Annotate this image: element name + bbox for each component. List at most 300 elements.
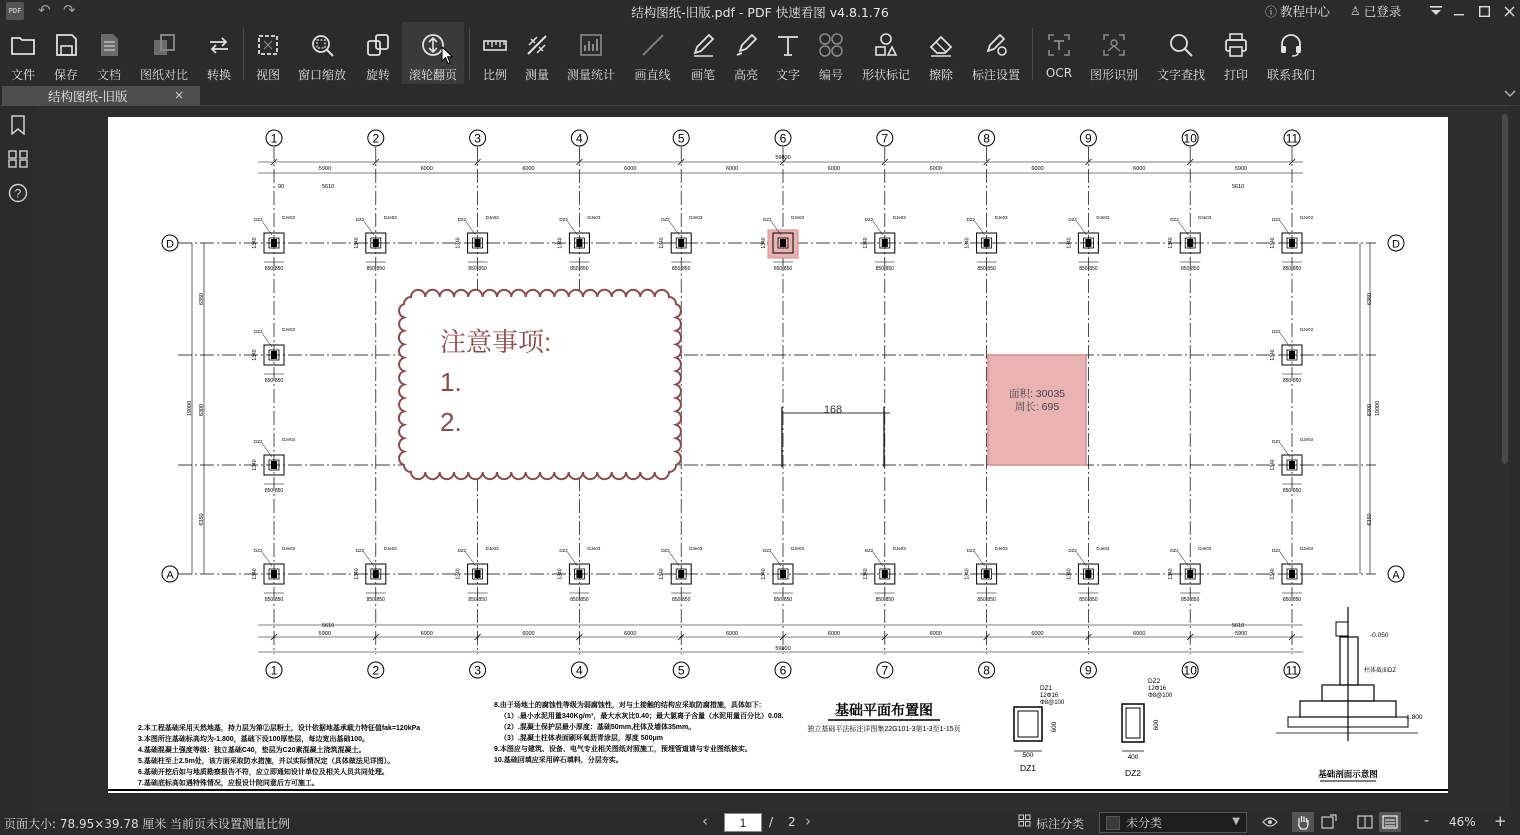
dimension-value: 850 (1282, 266, 1292, 272)
close-icon[interactable] (1496, 0, 1520, 22)
dimension-value: 6000 (725, 166, 739, 172)
tool-convert[interactable] (200, 22, 238, 84)
dimension-value: 850 (875, 266, 884, 272)
line-icon (638, 28, 668, 62)
folder-icon (8, 28, 38, 62)
area-value: 面积: 30035 (1008, 388, 1066, 400)
tutorial-center-link[interactable] (1265, 2, 1330, 20)
dimension-value: 6000 (522, 631, 535, 637)
dimension-value: 1340 (964, 568, 971, 580)
column-detail-dz2 (1122, 678, 1173, 778)
tool-draw-line-label: 画直线 (634, 68, 671, 82)
ocr-icon (1044, 28, 1074, 62)
document-tab[interactable] (2, 86, 200, 106)
svg-text:600: 600 (1153, 719, 1160, 731)
user-icon: ♙ (1350, 4, 1361, 18)
dimension-value: 1340 (252, 568, 258, 580)
document-canvas[interactable] (36, 106, 1510, 810)
svg-text:柱体截面DZ: 柱体截面DZ (1364, 668, 1396, 674)
dimension-value: 1340 (964, 237, 971, 249)
note-cloud[interactable] (399, 290, 681, 479)
dimension-value: 6000 (827, 166, 841, 172)
bookmark-icon[interactable] (7, 114, 29, 136)
dimension-value: 850 (1089, 597, 1098, 603)
dimension-value: 1340 (862, 237, 869, 249)
dimension-value: 5610 (322, 623, 335, 629)
footing-label: DJe03 (994, 215, 1008, 220)
maximize-icon[interactable] (1471, 0, 1497, 22)
tool-text[interactable] (769, 22, 807, 84)
footing-label: DJe03 (892, 546, 906, 551)
svg-text:DZ2: DZ2 (1124, 768, 1142, 778)
eye-icon[interactable] (1259, 812, 1281, 832)
minimize-icon[interactable] (1446, 0, 1472, 22)
column (780, 570, 786, 578)
section-title: 基础剖面示意图 (1318, 769, 1378, 779)
title-bar (0, 0, 1520, 22)
tool-measure[interactable] (518, 22, 556, 84)
footing-label: DJe03 (1300, 546, 1314, 551)
view-icon (253, 28, 283, 62)
mark-category-select[interactable] (1099, 812, 1247, 833)
dimension-value: 1340 (1066, 568, 1073, 580)
tool-pen[interactable] (684, 22, 722, 84)
undo-icon[interactable]: ↶ (38, 1, 51, 19)
measure-icon (522, 28, 552, 62)
footing-label: DZ2 (864, 548, 874, 553)
tool-contact[interactable] (1263, 22, 1319, 84)
dimension-value: 1340 (761, 568, 767, 580)
tool-number-label: 编号 (818, 68, 843, 82)
area-highlight[interactable] (988, 355, 1086, 465)
page-number-input[interactable] (724, 813, 762, 832)
dimension-value: 90 (278, 184, 285, 190)
document-tab-label: 结构图纸-旧版 (48, 89, 128, 104)
column (475, 239, 481, 247)
tool-rotate-label: 旋转 (365, 68, 390, 82)
footing-label: DZ2 (763, 217, 772, 222)
tool-highlight-label: 高亮 (733, 68, 758, 82)
column (1289, 461, 1295, 469)
svg-text:（1）.最小水泥用量340Kg/m³，最大水灰比0.40；最: （1）.最小水泥用量340Kg/m³，最大水灰比0.40；最大氯离子含量（水泥用量百分比）0.08. (500, 713, 784, 720)
dimension-value: 1340 (761, 237, 767, 249)
dimension-value: 5900 (1234, 631, 1248, 637)
column (780, 239, 786, 247)
svg-text:?: ? (14, 186, 22, 201)
stats-icon (576, 28, 606, 62)
tool-wheel-page-label: 滚轮翻页 (408, 68, 457, 82)
dimension-value: 5900 (318, 166, 332, 172)
dimension-value: 850 (773, 597, 783, 603)
axis-number: 9 (1085, 131, 1092, 146)
dimension-value: 1340 (455, 237, 462, 249)
tool-mark-settings[interactable] (968, 22, 1024, 84)
tool-save-label: 保存 (53, 68, 78, 82)
axis-number: 5 (677, 663, 685, 678)
footing-label: DZ2 (966, 548, 976, 553)
dimension-value: 6350 (1367, 513, 1373, 526)
rotate-icon (363, 28, 393, 62)
dimension-value: 850 (376, 597, 385, 603)
tool-text-search[interactable] (1153, 22, 1209, 84)
status-bar (0, 810, 1520, 835)
zoom-in-button[interactable]: + (1494, 812, 1507, 830)
axis-number: 10 (1183, 131, 1197, 146)
tool-save[interactable] (47, 22, 85, 84)
page-total: 2 (788, 815, 796, 829)
chevron-down-icon: ▼ (1232, 816, 1240, 827)
dimension-value: 6000 (1133, 631, 1146, 637)
svg-text:（3）.混凝土柱体表面刷环氧沥青涂层，厚度 500μm: （3）.混凝土柱体表面刷环氧沥青涂层，厚度 500μm (500, 735, 663, 742)
svg-text:-1.800: -1.800 (1404, 714, 1423, 721)
dimension-value: 850 (1292, 488, 1302, 494)
column (475, 570, 481, 578)
column (678, 570, 684, 578)
dimension-value: 850 (264, 488, 274, 494)
svg-text:10.基础回填应采用碎石填料，分层夯实。: 10.基础回填应采用碎石填料，分层夯实。 (494, 757, 623, 764)
dimension-value: 6000 (522, 166, 535, 172)
question-circle-icon: ⓘ (1265, 4, 1278, 19)
footing-label: DJe03 (1300, 327, 1314, 332)
axis-number: 4 (576, 663, 583, 678)
tool-shape-mark-label: 形状标记 (861, 68, 910, 82)
construction-notes-right (494, 700, 784, 765)
measure-value: 168 (823, 404, 843, 416)
footing-label: DZ2 (457, 217, 467, 222)
plan-title: 基础平面布置图 (835, 702, 933, 718)
search-icon (1166, 28, 1196, 62)
app-logo-icon: PDF (6, 2, 24, 20)
compare-icon (149, 28, 179, 62)
svg-text:600: 600 (1051, 721, 1058, 733)
tool-shape-mark[interactable] (858, 22, 914, 84)
axis-number: 3 (474, 663, 481, 678)
tool-ocr[interactable] (1040, 22, 1078, 84)
dimension-value: 850 (987, 266, 996, 272)
mouse-cursor-icon (441, 46, 455, 66)
highlighter-icon (731, 28, 761, 62)
footing-label: DJe03 (587, 546, 601, 551)
axis-number: 1 (270, 663, 278, 678)
dimension-value: 850 (1089, 266, 1098, 272)
ruler-icon (480, 28, 510, 62)
dimension-value: 850 (274, 597, 284, 603)
tool-pen-label: 画笔 (690, 68, 715, 82)
note-item: 2. (440, 407, 462, 437)
dimension-value: 850 (274, 378, 284, 384)
dimension-value: 6350 (199, 292, 205, 306)
footing-label: DJe03 (791, 215, 805, 220)
footing-label: DJe03 (1096, 546, 1110, 551)
axis-letter: D (1392, 238, 1400, 251)
next-page-icon[interactable]: › (805, 812, 811, 830)
redo-icon[interactable]: ↷ (63, 1, 76, 19)
dual-page-icon[interactable] (1354, 812, 1376, 832)
mark-category-label[interactable]: 标注分类 (1036, 817, 1085, 831)
dimension-value: 1340 (1270, 349, 1276, 361)
column (984, 570, 990, 578)
page-separator: / (769, 815, 774, 829)
tool-file[interactable] (4, 22, 42, 84)
tool-compare[interactable] (138, 22, 190, 84)
dimension-value: 5610 (1232, 184, 1245, 190)
column (373, 570, 379, 578)
column (1187, 570, 1193, 578)
prev-page-icon[interactable]: ‹ (702, 812, 708, 830)
axis-number: 4 (576, 131, 583, 146)
tool-text-label: 文字 (775, 68, 800, 82)
svg-text:DZ1: DZ1 (1040, 685, 1053, 692)
tab-close-icon[interactable]: × (173, 88, 184, 102)
tool-number[interactable] (812, 22, 850, 84)
footing-label: DJe03 (282, 546, 296, 551)
pan-hand-icon[interactable] (1292, 812, 1314, 832)
tool-draw-line[interactable] (630, 22, 675, 84)
tool-rotate[interactable] (359, 22, 397, 84)
footing-label: DZ2 (864, 217, 874, 222)
dimension-value: 850 (682, 266, 691, 272)
dimension-value: 850 (580, 266, 589, 272)
footing-label: DZ2 (966, 217, 976, 222)
dimension-value: 5610 (1232, 623, 1245, 629)
zoom-window-icon (307, 28, 337, 62)
axis-number: 2 (372, 663, 380, 678)
overall-dimension: 19000 (1375, 400, 1381, 417)
dimension-value: 1340 (1168, 237, 1175, 249)
svg-text:2.本工程基础采用天然地基，持力层为第②层粉土，设计依据地基: 2.本工程基础采用天然地基，持力层为第②层粉土，设计依据地基承载力特征值fak=120kPa (138, 725, 421, 732)
svg-text:12Φ16: 12Φ16 (1148, 686, 1167, 692)
tool-highlight[interactable] (727, 22, 765, 84)
scale-status[interactable]: 当前页未设置测量比例 (170, 817, 291, 831)
axis-letter: A (166, 569, 174, 582)
dimension-value: 5900 (318, 631, 332, 637)
plan-subtitle: 独立基础平法标注详图集22G101-3第1-3至1-15页 (807, 726, 961, 733)
dimension-value: 850 (672, 266, 681, 272)
window-title: 结构图纸-旧版.pdf - PDF 快速看图 v4.8.1.76 (631, 5, 889, 20)
shape-recognition-icon (1099, 28, 1129, 62)
axis-number: 9 (1085, 663, 1092, 678)
convert-icon (204, 28, 234, 62)
pen-icon (688, 28, 718, 62)
tool-measure-stats[interactable] (565, 22, 617, 84)
footing-label: DJe03 (1198, 215, 1212, 220)
dimension-value: 850 (875, 597, 884, 603)
toolbar-separator (469, 28, 470, 80)
construction-notes-left (138, 723, 420, 788)
column (373, 239, 379, 247)
dimension-value: 850 (783, 266, 793, 272)
footing-label: DZ2 (355, 217, 365, 222)
dimension-value: 850 (1282, 378, 1292, 384)
tab-list-chevron-icon[interactable] (1504, 87, 1516, 101)
axis-letter: A (1392, 569, 1400, 582)
dimension-value: 5900 (1234, 166, 1248, 172)
tool-erase-label: 擦除 (928, 68, 953, 82)
column (1289, 351, 1295, 359)
dimension-value: 1340 (455, 568, 462, 580)
overall-dimension: 19000 (187, 400, 193, 417)
dimension-value: 6000 (929, 166, 942, 172)
note-title: 注意事项: (440, 327, 552, 357)
dimension-value: 6000 (725, 631, 739, 637)
dimension-value: 850 (885, 597, 894, 603)
dimension-value: 1340 (862, 568, 869, 580)
dimension-value: 850 (672, 597, 681, 603)
dimension-value: 850 (1292, 378, 1302, 384)
footing-label: DJe03 (383, 215, 397, 220)
select-tool-icon[interactable] (1318, 812, 1340, 832)
svg-text:4.基础混凝土强度等级：独立基础C40，垫层为C20素混凝土: 4.基础混凝土强度等级：独立基础C40，垫层为C20素混凝土浇筑混凝土。 (138, 747, 366, 754)
continuous-page-icon[interactable] (1379, 812, 1401, 832)
scrollbar-thumb[interactable] (1502, 114, 1508, 464)
zoom-level[interactable]: 46% (1449, 815, 1476, 829)
main-toolbar (0, 22, 1520, 84)
category-color-swatch (1106, 816, 1120, 830)
column (271, 351, 277, 359)
tool-view[interactable] (249, 22, 287, 84)
dimension-value: 850 (478, 266, 487, 272)
tool-shape-recognition[interactable] (1086, 22, 1142, 84)
dimension-value: 1340 (1066, 237, 1073, 249)
dimension-value: 850 (783, 597, 793, 603)
dimension-value: 5610 (322, 184, 335, 190)
numbering-icon (816, 28, 846, 62)
footing-label: DJe03 (1300, 215, 1314, 220)
svg-text:Φ8@100: Φ8@100 (1148, 693, 1173, 699)
measure-line-annotation[interactable] (782, 404, 890, 467)
svg-text:-0.050: -0.050 (1370, 632, 1389, 639)
dimension-value: 6000 (624, 166, 637, 172)
dimension-value: 850 (468, 266, 477, 272)
column (271, 461, 277, 469)
thumbnails-icon[interactable] (7, 148, 29, 170)
tool-file-label: 文件 (10, 68, 35, 82)
tool-erase[interactable] (922, 22, 960, 84)
svg-text:DZ1: DZ1 (1019, 763, 1037, 773)
footing-label: DZ2 (457, 548, 467, 553)
svg-text:3.本图所注基础标高均为-1.800，基础下设100厚垫层，: 3.本图所注基础标高均为-1.800，基础下设100厚垫层，每边宽出基础100。 (138, 736, 370, 743)
footing-label: DJe03 (1096, 215, 1110, 220)
dimension-value: 850 (977, 597, 986, 603)
footing-label: DZ2 (559, 548, 568, 553)
footing-label: DZ2 (1068, 548, 1077, 553)
svg-text:5.基础柱至上2.5m处，该方面采取防水措施，并以实际情况定: 5.基础柱至上2.5m处，该方面采取防水措施，并以实际情况定（具体做法见详图）。 (138, 758, 395, 765)
footing-label: DZ2 (1170, 217, 1179, 222)
dimension-value: 1340 (252, 349, 258, 361)
axis-number: 8 (983, 131, 990, 146)
dimension-value: 1340 (659, 568, 666, 580)
svg-text:500: 500 (1022, 752, 1034, 759)
svg-text:12Φ16: 12Φ16 (1040, 693, 1059, 699)
dimension-value: 1340 (557, 237, 564, 249)
dimension-value: 6000 (827, 631, 841, 637)
dimension-value: 850 (1181, 597, 1190, 603)
tool-window-zoom[interactable] (296, 22, 348, 84)
tool-shape-recognition-label: 图形识别 (1089, 68, 1138, 82)
footing-label: DJe03 (892, 215, 906, 220)
dimension-value: 850 (366, 597, 375, 603)
axis-number: 11 (1285, 131, 1299, 146)
tool-measure-stats-label: 测量统计 (566, 68, 615, 82)
headset-icon (1276, 28, 1306, 62)
vertical-scrollbar[interactable] (1502, 106, 1508, 810)
dimension-value: 6000 (1031, 631, 1044, 637)
page-size-readout: 页面大小: 78.95×39.78 厘米 (4, 817, 167, 831)
footing-label: DJe03 (1300, 437, 1314, 442)
footing-label: DZ2 (661, 217, 670, 222)
dimension-value: 850 (570, 597, 579, 603)
printer-icon (1221, 28, 1251, 62)
dimension-value: 850 (1079, 266, 1088, 272)
footing-label: DZ2 (1272, 548, 1281, 553)
dimension-value: 6300 (1367, 403, 1373, 417)
dimension-value: 1340 (252, 237, 258, 249)
document-icon (94, 28, 124, 62)
dimension-value: 1340 (659, 237, 666, 249)
axis-number: 7 (881, 663, 889, 678)
zoom-out-button[interactable]: - (1424, 813, 1430, 829)
column (1289, 239, 1295, 247)
svg-text:8.由于场地土的腐蚀性等级为弱腐蚀性，对与土接触的结构应采取: 8.由于场地土的腐蚀性等级为弱腐蚀性，对与土接触的结构应采取防腐措施，具体如下: (494, 702, 762, 709)
perimeter-value: 周长: 695 (1014, 401, 1060, 413)
svg-text:7.基础底标高如遇特殊情况，应报设计院同意后方可施工。: 7.基础底标高如遇特殊情况，应报设计院同意后方可施工。 (138, 780, 319, 787)
dimension-value: 850 (264, 266, 274, 272)
axis-letter: D (166, 238, 174, 251)
dimension-value: 1340 (557, 568, 564, 580)
tool-ocr-label: OCR (1045, 66, 1073, 80)
tool-text-search-label: 文字查找 (1156, 68, 1205, 82)
column-detail-dz1 (1014, 685, 1065, 773)
footing-label: DZ2 (254, 439, 263, 444)
column (984, 239, 990, 247)
footing-label: DZ2 (355, 548, 365, 553)
grid-layer (162, 130, 1404, 678)
dimension-value: 850 (682, 597, 691, 603)
dimension-value: 850 (478, 597, 487, 603)
tool-scale[interactable] (476, 22, 514, 84)
help-icon[interactable] (7, 182, 29, 204)
dimension-value: 6000 (420, 631, 433, 637)
column (882, 239, 888, 247)
footing-label: DJe03 (791, 546, 805, 551)
account-button[interactable] (1350, 2, 1401, 20)
svg-text:Φ8@100: Φ8@100 (1040, 700, 1065, 706)
dimension-value: 850 (987, 597, 996, 603)
axis-number: 7 (881, 131, 889, 146)
tool-document[interactable] (90, 22, 128, 84)
footing-label: DZ2 (1272, 329, 1281, 334)
column (271, 570, 277, 578)
drawing-page[interactable] (108, 117, 1448, 793)
left-sidebar (0, 106, 36, 810)
svg-text:9.本图应与建筑、设备、电气专业相关图纸对照施工，预埋管道请: 9.本图应与建筑、设备、电气专业相关图纸对照施工，预埋管道请与专业图纸核实。 (494, 746, 752, 753)
tool-scale-label: 比例 (482, 68, 507, 82)
dimension-value: 850 (366, 266, 375, 272)
column (1289, 570, 1295, 578)
dimension-value: 6000 (624, 631, 637, 637)
tool-convert-label: 转换 (206, 68, 231, 82)
footing-label: DZ2 (254, 548, 263, 553)
toolbar-separator (243, 28, 244, 80)
svg-text:6.基础开挖后如与地质勘察报告不符，应立即通知设计单位及相关: 6.基础开挖后如与地质勘察报告不符，应立即通知设计单位及相关人员共同处理。 (138, 769, 389, 776)
dimension-value: 1340 (1168, 568, 1175, 580)
tool-print[interactable] (1217, 22, 1255, 84)
dimension-value: 850 (264, 378, 274, 384)
axis-number: 3 (474, 131, 481, 146)
axis-number: 6 (779, 663, 787, 678)
axis-number: 10 (1183, 663, 1197, 678)
axis-number: 6 (779, 131, 787, 146)
